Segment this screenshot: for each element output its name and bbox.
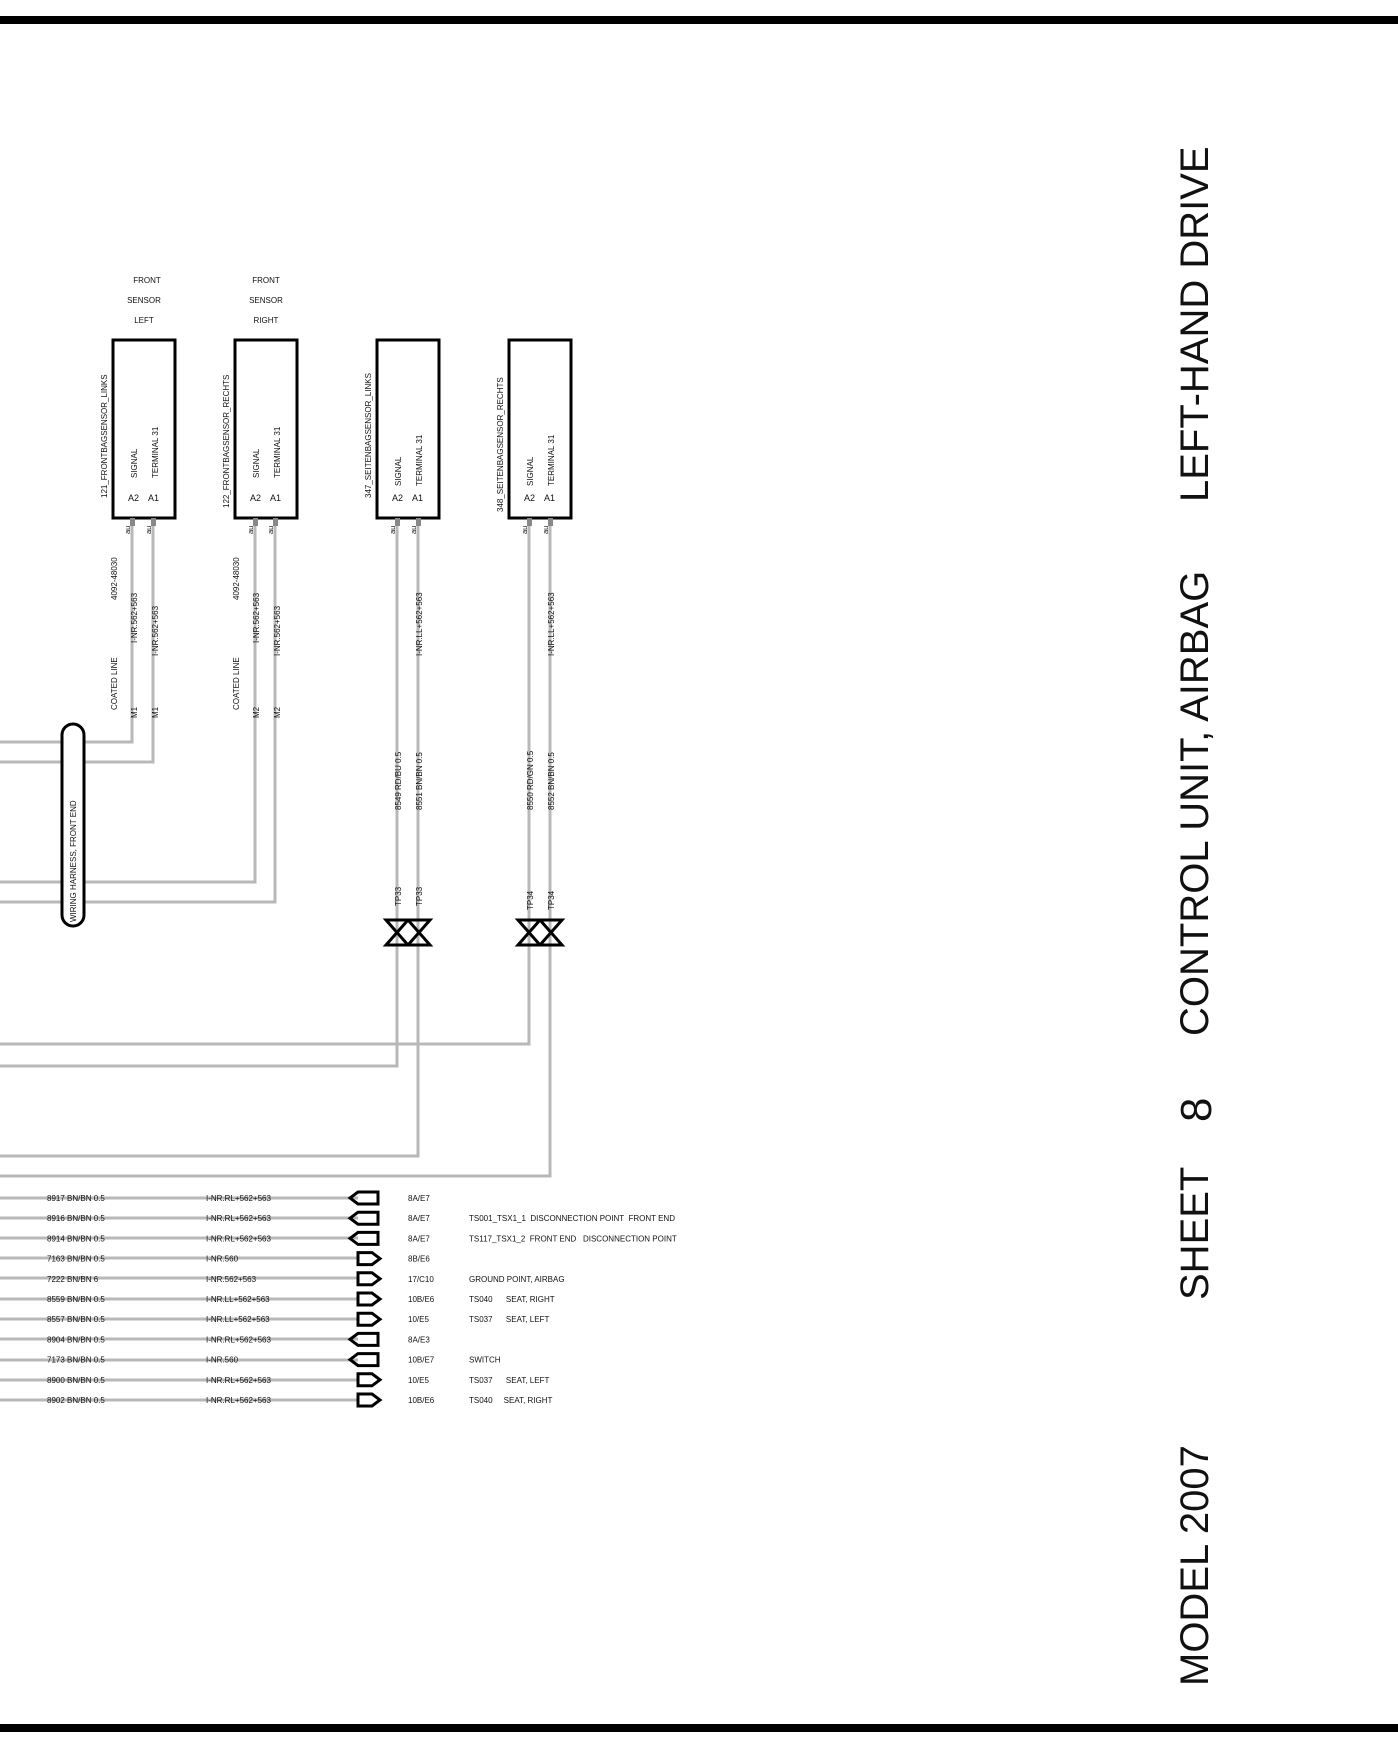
wire-code: I-NR.LL+562+563: [415, 592, 424, 656]
sensor-front-right: [222, 276, 297, 718]
page-reference: 8A/E3: [408, 1335, 430, 1345]
pin-mark: au: [266, 525, 275, 534]
wire-destination: GROUND POINT, AIRBAG: [469, 1274, 565, 1284]
title-name: CONTROL UNIT, AIRBAG: [1173, 570, 1217, 1036]
wire-destination: TS001_TSX1_1 DISCONNECTION POINT FRONT END: [469, 1214, 675, 1224]
connector-arrow-right-icon: [358, 1313, 380, 1325]
connector-arrow-right-icon: [358, 1374, 380, 1386]
wire-code: I-NR.560: [206, 1355, 239, 1365]
pin-terminal-label: TERMINAL 31: [415, 434, 424, 486]
wire-code: I-NR.RL+562+563: [206, 1214, 271, 1224]
page-reference: 8A/E7: [408, 1234, 430, 1244]
connector-arrow-right-icon: [358, 1273, 380, 1285]
wire-code: I-NR.RL+562+563: [206, 1194, 271, 1203]
pin-mark: au: [541, 525, 550, 534]
page-reference: 8A/E7: [408, 1194, 430, 1203]
page-reference: 10B/E6: [408, 1396, 435, 1405]
connector-label: M1: [151, 706, 160, 718]
wire-code: I-NR.562+563: [252, 592, 261, 643]
sensor-header-line-1: FRONT: [133, 276, 161, 285]
sensor-header-line-3: LEFT: [134, 316, 154, 325]
wire-id: 8914 BN/BN 0.5: [47, 1234, 105, 1244]
pin-signal-label: SIGNAL: [394, 456, 403, 486]
wire-destination: TS040 SEAT, RIGHT: [469, 1396, 553, 1405]
pin-mark: au: [388, 525, 397, 534]
wire-label: 8549 RD/BU 0.5: [394, 751, 403, 810]
coated-line-label: COATED LINE: [232, 657, 241, 710]
pin-signal-label: SIGNAL: [130, 448, 139, 478]
wire-code: I-NR.LL+562+563: [206, 1315, 270, 1325]
sensor-id: 122_FRONTBAGSENSOR_RECHTS: [222, 374, 231, 508]
pin-a2-label: A2: [250, 493, 262, 503]
pin-a2-label: A2: [524, 493, 536, 503]
wire-id: 8557 BN/BN 0.5: [47, 1315, 105, 1325]
connector-arrow-right-icon: [358, 1394, 380, 1406]
testpoint-connector-icon: [386, 920, 430, 945]
sensor-id: 347_SEITENBAGSENSOR_LINKS: [364, 373, 373, 498]
top-border: [0, 16, 1398, 24]
page-reference: 8A/E7: [408, 1214, 430, 1224]
title-sheet-word: SHEET: [1173, 1166, 1217, 1300]
title-model: MODEL 2007: [1173, 1445, 1217, 1686]
testpoint-label: TP33: [415, 886, 424, 906]
wire-code: I-NR.RL+562+563: [206, 1375, 271, 1385]
sensor-id: 121_FRONTBAGSENSOR_LINKS: [100, 374, 109, 498]
wire-code: I-NR.562+563: [130, 592, 139, 643]
wire-label: 8551 BN/BN 0.5: [415, 752, 424, 810]
testpoint-label: TP34: [547, 890, 556, 910]
sensor-connector-box: [235, 340, 297, 518]
wire-id: 8559 BN/BN 0.5: [47, 1295, 105, 1304]
pin-a2-label: A2: [392, 493, 404, 503]
pin-a1-label: A1: [412, 493, 424, 503]
page-reference: 10/E5: [408, 1375, 429, 1385]
pin-signal-label: SIGNAL: [526, 456, 535, 486]
pin-terminal-label: TERMINAL 31: [547, 434, 556, 486]
connector-arrow-right-icon: [358, 1253, 380, 1265]
connector-arrow-right-icon: [358, 1293, 380, 1305]
wire-id: 7222 BN/BN 6: [47, 1274, 99, 1284]
page-reference: 10B/E7: [408, 1355, 435, 1365]
wire-id: 8917 BN/BN 0.5: [47, 1194, 105, 1203]
wire-code: I-NR.562+563: [206, 1274, 257, 1284]
wire-label: 8550 RD/GN 0.5: [526, 750, 535, 810]
page-reference: 17/C10: [408, 1274, 434, 1284]
pin-terminal-label: TERMINAL 31: [151, 426, 160, 478]
pin-mark: au: [144, 525, 153, 534]
pin-terminal-label: TERMINAL 31: [273, 426, 282, 478]
title-sheet-number: 8: [1172, 1097, 1221, 1122]
wire-id: 7173 BN/BN 0.5: [47, 1355, 105, 1365]
connector-label: M1: [130, 706, 139, 718]
pin-mark: au: [123, 525, 132, 534]
wire-label: 8552 BN/BN 0.5: [547, 752, 556, 810]
pin-mark: au: [520, 525, 529, 534]
part-code: 4092-48030: [110, 557, 119, 600]
title-block: [1172, 146, 1221, 1686]
wire-code: I-NR.LL+562+563: [547, 592, 556, 656]
wire-id: 8900 BN/BN 0.5: [47, 1375, 105, 1385]
coated-line-label: COATED LINE: [110, 657, 119, 710]
pin-mark: au: [246, 525, 255, 534]
wire-code: I-NR.560: [206, 1254, 239, 1264]
page-reference: 10/E5: [408, 1315, 429, 1325]
sensor-connector-box: [113, 340, 175, 518]
wire-destination: TS037 SEAT, LEFT: [469, 1315, 550, 1325]
wire-id: 8916 BN/BN 0.5: [47, 1214, 105, 1224]
sensor-header-line-3: RIGHT: [253, 316, 279, 325]
testpoint-connector-icon: [518, 920, 562, 945]
sensor-id: 348_SEITENBAGSENSOR_RECHTS: [496, 377, 505, 512]
pin-a1-label: A1: [148, 493, 160, 503]
sensor-connector-box: [509, 340, 571, 518]
sensor-connector-box: [377, 340, 439, 518]
wire-code: I-NR.RL+562+563: [206, 1234, 271, 1244]
wire-id: 8902 BN/BN 0.5: [47, 1396, 105, 1405]
page-reference: 8B/E6: [408, 1254, 430, 1264]
wiring-harness-label: WIRING HARNESS, FRONT END: [69, 800, 78, 922]
bottom-border: [0, 1724, 1398, 1732]
title-drive: LEFT-HAND DRIVE: [1173, 146, 1217, 502]
page-reference: 10B/E6: [408, 1295, 435, 1304]
wire-destination: TS037 SEAT, LEFT: [469, 1375, 550, 1385]
pin-a1-label: A1: [270, 493, 282, 503]
wire-id: 7163 BN/BN 0.5: [47, 1254, 105, 1264]
wire-id: 8904 BN/BN 0.5: [47, 1335, 105, 1345]
connector-label: M2: [273, 706, 282, 718]
sensor-front-left: [100, 276, 175, 718]
wire-code: I-NR.562+563: [273, 605, 282, 656]
pin-a2-label: A2: [128, 493, 140, 503]
wire-destination: TS117_TSX1_2 FRONT END DISCONNECTION POINT: [469, 1234, 677, 1244]
pin-mark: au: [409, 525, 418, 534]
wire-code: I-NR.RL+562+563: [206, 1396, 271, 1405]
wire-code: I-NR.RL+562+563: [206, 1335, 271, 1345]
sensor-header-line-2: SENSOR: [127, 296, 161, 305]
connector-label: M2: [252, 706, 261, 718]
wire-destination: SWITCH: [469, 1355, 501, 1365]
sensor-side-left: [364, 340, 439, 945]
wire-destination: TS040 SEAT, RIGHT: [469, 1295, 555, 1304]
testpoint-label: TP33: [394, 886, 403, 906]
sensor-header-line-1: FRONT: [252, 276, 280, 285]
pin-a1-label: A1: [544, 493, 556, 503]
sensor-side-right: [496, 340, 571, 945]
pin-signal-label: SIGNAL: [252, 448, 261, 478]
wire-code: I-NR.LL+562+563: [206, 1295, 270, 1304]
part-code: 4092-48030: [232, 557, 241, 600]
sensor-header-line-2: SENSOR: [249, 296, 283, 305]
testpoint-label: TP34: [526, 890, 535, 910]
wire-code: I-NR.562+563: [151, 605, 160, 656]
